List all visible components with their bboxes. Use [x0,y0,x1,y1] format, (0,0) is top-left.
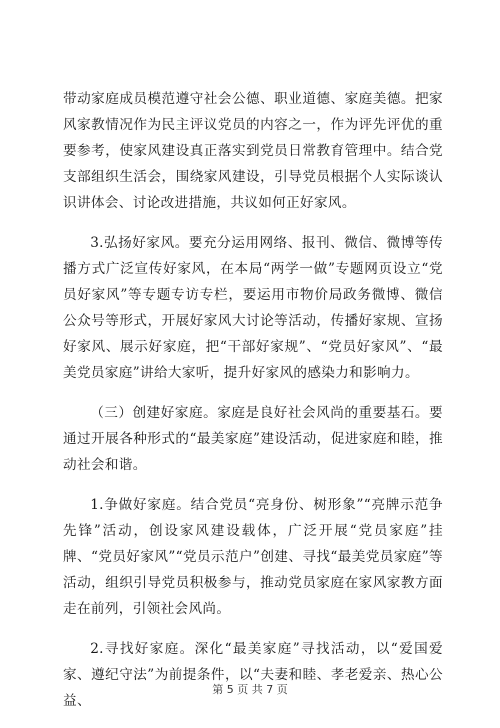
paragraph-promote-family-tradition: 3.弘扬好家风。要充分运用网络、报刊、微信、微博等传播方式广泛宣传好家风，在本局“两学一做”专题网页设立“党员好家风”等专题专访专栏，要运用市物价局政务微博、微信公众号等形式，开展好家风大讨论等活动，传播好家规、宣扬好家风、展示好家庭，把“干部好家规”、“党员好家风”、“最美党员家庭”讲给大家听，提升好家风的感染力和影响力。 [63,235,443,381]
paragraph-find-good-family: 2.寻找好家庭。深化“最美家庭”寻找活动，以“爱国爱家、遵纪守法”为前提条件，以“夫妻和睦、孝老爱亲、热心公益、 [63,641,443,709]
paragraph-continuation: 带动家庭成员模范遵守社会公德、职业道德、家庭美德。把家风家教情况作为民主评议党员的内容之一，作为评先评优的重要参考，使家风建设真正落实到党员日常教育管理中。结合党支部组织生活会，围绕家风建设，引导党员根据个人实际谈认识讲体会、讨论改进措施，共议如何正好家风。 [63,91,443,211]
paragraph-create-good-family: （三）创建好家庭。家庭是良好社会风尚的重要基石。要通过开展各种形式的“最美家庭”建设活动，促进家庭和睦，推动社会和谐。 [63,405,443,473]
page-number-footer: 第 5 页 共 7 页 [212,683,288,696]
paragraph-strive-good-family: 1.争做好家庭。结合党员“亮身份、树形象”“亮牌示范争先锋”活动，创设家风建设载体，广泛开展“党员家庭”挂牌、“党员好家风”“党员示范户”创建、寻找“最美党员家庭”等活动，组织引导党员积极参与，推动党员家庭在家风家教方面走在前列，引领社会风尚。 [63,497,443,617]
document-body [63,86,443,728]
